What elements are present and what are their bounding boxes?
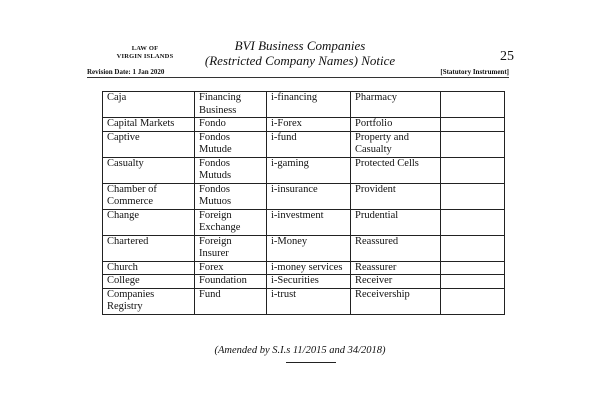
table-cell: Chartered	[103, 235, 195, 261]
table-cell: College	[103, 275, 195, 289]
table-cell	[441, 118, 505, 132]
page-number: 25	[500, 49, 514, 64]
table-cell: Receivership	[351, 288, 441, 314]
table-row	[103, 275, 505, 289]
table-cell: Foreign Insurer	[195, 235, 267, 261]
table-cell	[441, 157, 505, 183]
table-cell	[441, 131, 505, 157]
table-cell: Casualty	[103, 157, 195, 183]
amendment-note: (Amended by S.I.s 11/2015 and 34/2018)	[214, 345, 386, 356]
table-cell: Fondos Mutuds	[195, 157, 267, 183]
statutory-instrument-label: [Statutory Instrument]	[440, 68, 509, 76]
table-row	[103, 261, 505, 275]
table-cell: Receiver	[351, 275, 441, 289]
table-cell	[441, 261, 505, 275]
table-cell	[441, 288, 505, 314]
table-cell	[441, 209, 505, 235]
table-cell: Fund	[195, 288, 267, 314]
table-cell: Captive	[103, 131, 195, 157]
table-row	[103, 118, 505, 132]
table-row	[103, 183, 505, 209]
table-cell: Provident	[351, 183, 441, 209]
table-cell: Capital Markets	[103, 118, 195, 132]
table-cell: Chamber of Commerce	[103, 183, 195, 209]
table-cell	[441, 92, 505, 118]
table-cell	[441, 183, 505, 209]
table-cell: Fondo	[195, 118, 267, 132]
table-cell: Pharmacy	[351, 92, 441, 118]
document-title	[185, 38, 415, 68]
table-cell: Foreign Exchange	[195, 209, 267, 235]
law-line-1: LAW OF	[131, 45, 159, 52]
title-line-2: (Restricted Company Names) Notice	[204, 53, 396, 68]
table-cell: i-financing	[267, 92, 351, 118]
table-cell: i-trust	[267, 288, 351, 314]
table-cell: Fondos Mutuos	[195, 183, 267, 209]
table-cell: Caja	[103, 92, 195, 118]
table-cell: Companies Registry	[103, 288, 195, 314]
title-line-1: BVI Business Companies	[234, 38, 366, 53]
table-cell: Fondos Mutude	[195, 131, 267, 157]
revision-date: Revision Date: 1 Jan 2020	[87, 68, 165, 76]
table-row	[103, 92, 505, 118]
header-divider	[87, 77, 509, 78]
table-cell: i-Forex	[267, 118, 351, 132]
table-cell: i-money services	[267, 261, 351, 275]
table-row	[103, 131, 505, 157]
restricted-names-table	[102, 91, 505, 315]
table-row	[103, 209, 505, 235]
table-cell: i-Securities	[267, 275, 351, 289]
footer-divider	[286, 362, 336, 363]
law-of-virgin-islands-label	[105, 45, 185, 60]
table-cell: Property and Casualty	[351, 131, 441, 157]
table-cell: i-Money	[267, 235, 351, 261]
table-cell	[441, 235, 505, 261]
table-cell: Reassured	[351, 235, 441, 261]
table-row	[103, 288, 505, 314]
table-cell: Forex	[195, 261, 267, 275]
table-cell: Change	[103, 209, 195, 235]
table-cell: Church	[103, 261, 195, 275]
table-cell: Reassurer	[351, 261, 441, 275]
table-row	[103, 157, 505, 183]
table-cell: i-gaming	[267, 157, 351, 183]
table-cell: Protected Cells	[351, 157, 441, 183]
table-cell: Portfolio	[351, 118, 441, 132]
table-cell: Prudential	[351, 209, 441, 235]
table-cell: i-investment	[267, 209, 351, 235]
table-cell: Financing Business	[195, 92, 267, 118]
table-row	[103, 235, 505, 261]
law-line-2: VIRGIN ISLANDS	[116, 52, 174, 60]
page-header	[0, 0, 600, 82]
table-cell: Foundation	[195, 275, 267, 289]
table-cell: i-insurance	[267, 183, 351, 209]
table-cell	[441, 275, 505, 289]
table-cell: i-fund	[267, 131, 351, 157]
